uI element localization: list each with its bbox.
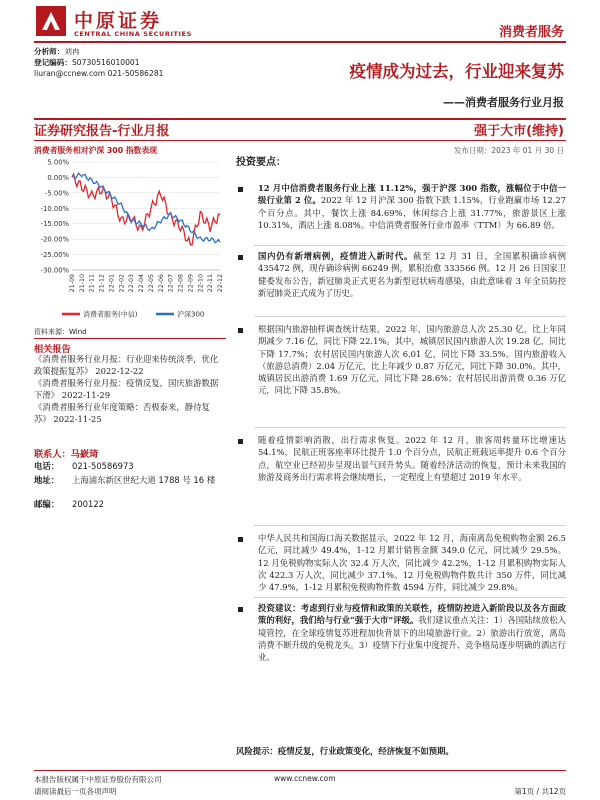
series-line-2: [72, 173, 220, 243]
email-phone: liuran@ccnew.com 021-50586281: [34, 69, 164, 78]
related-report-1: 《消费者服务行业月报：行业迎来传统淡季，优化政策提振复苏》 2022-12-22: [34, 354, 219, 376]
banner-bottom-line: [34, 140, 566, 141]
report-subtitle: ——消费者服务行业月报: [443, 96, 564, 109]
x-tick-label: 22-10: [197, 274, 205, 293]
y-tick-label: -5.00%: [44, 189, 69, 198]
chart-title: 消费者服务相对沪深 300 指数表现: [34, 146, 158, 155]
y-tick-label: 5.00%: [47, 158, 69, 167]
separator: [254, 316, 566, 317]
related-reports-title: 相关报告: [34, 344, 71, 355]
reg-line: 登记编码：S0730516010001: [34, 58, 140, 67]
y-tick-label: 0.00%: [47, 173, 69, 182]
contact-row: 联系人：马嶔琦: [34, 449, 99, 460]
bullet-icon: [238, 255, 243, 260]
y-tick-label: -15.00%: [40, 220, 69, 229]
left-divider: [34, 338, 226, 339]
bullet-icon: [238, 328, 243, 333]
bullet-icon: [238, 439, 243, 444]
key-points-title: 投资要点：: [236, 157, 286, 168]
publish-date: 发布日期：2023 年 01 月 30 日: [453, 146, 564, 155]
legend-label: 消费者服务(中信): [83, 310, 138, 319]
key-point-3: 根据国内旅游抽样调查统计结果，2022 年，国内旅游总人次 25.30 亿，比上年同期减少 7.16 亿，同比下降 22.1%。其中，城镇居民国内旅游人次 19.28 亿，同比下降 17.7%；农村居民国内旅游人次 6.01 亿，同比下降 33.5%。国内旅游收入（旅游总消费）2.04 万亿元，比上年减少 0.87 万亿元，同比下降 30.0%。其中，城镇居民出游消费 1.69 万亿元，同比下降 28.6%；农村居民出游消费 0.36 万亿元，同比下降 35.8%。: [238, 323, 566, 397]
y-tick-label: -25.00%: [40, 251, 69, 260]
rating: 强于大市(维持): [474, 124, 564, 139]
bullet-icon: [238, 607, 243, 612]
bullet-icon: [238, 187, 243, 192]
x-tick-label: 22-03: [128, 274, 136, 293]
y-tick-label: -20.00%: [40, 235, 69, 244]
contact-name: 马嶔琦: [70, 449, 99, 460]
legend-label: 沪深300: [177, 310, 205, 319]
x-tick-label: 21-09: [69, 274, 76, 293]
footer-copyright: 本报告版权属于中原证券股份有限公司: [34, 775, 162, 784]
key-point-6: 投资建议：考虑到行业与疫情和政策的关联性，疫情防控进入新阶段以及各方面政策的利好，我们给与行业“强于大市”评级。我们建议重点关注：1）各国陆续放松入境管控，在全球疫情复苏进程加快背景下的出境旅游行业。2）旅游出行放宽，离岛消费不断升级的免税龙头。3）疫情下行业集中度提升、竞争格局逐步明确的酒店行业。: [238, 602, 566, 663]
x-tick-label: 22-05: [147, 274, 155, 293]
phone-row: 电话： 021-50586973: [34, 461, 134, 471]
y-tick-label: -10.00%: [40, 204, 69, 213]
x-tick-label: 22-12: [217, 274, 224, 293]
x-tick-label: 22-06: [157, 274, 165, 293]
brand-name: 中原证券: [74, 10, 163, 32]
footer-divider: [34, 770, 566, 771]
x-tick-label: 22-08: [177, 274, 185, 293]
footer-page: 第1页 / 共12页: [514, 787, 566, 796]
x-tick-label: 22-01: [108, 274, 116, 293]
report-title: 疫情成为过去，行业迎来复苏: [349, 62, 564, 81]
performance-chart: [30, 154, 226, 322]
separator: [254, 427, 566, 428]
footer-disclaimer: 请阅读最后一页各项声明: [34, 787, 117, 796]
x-tick-label: 21-12: [98, 274, 106, 293]
report-type: 证券研究报告-行业月报: [34, 124, 170, 139]
series-line-1: [72, 174, 220, 245]
key-point-4: 随着疫情影响消散，出行需求恢复。2022 年 12 月，旅客周转量环比增速达 54.1%，民航正班客座率环比提升 1.0 个百分点，民航正班载运率提升 0.6 个百分点，航空业已经初步呈现出景气回升势头。随着经济活动的恢复，预计未来我国的旅游及商务出行需求将会继续增长，一定程度上有望超过 2019 年水平。: [238, 434, 566, 483]
y-tick-label: -30.00%: [40, 266, 69, 275]
separator: [254, 525, 566, 526]
related-report-2: 《消费者服务行业月报：疫情反复，国庆旅游数据下滑》 2022-11-29: [34, 378, 219, 400]
key-point-1: 12 月中信消费者服务行业上涨 11.12%，强于沪深 300 指数，涨幅位于中信一级行业第 2 位。2022 年 12 月沪深 300 指数下跌 1.15%，行业跑赢市场 12.27 个百分点。其中，餐饮上涨 84.69%，休闲综合上涨 31.77%，旅游景区上涨 10.31%，酒店上涨 8.08%。中信消费者服务行业市盈率（TTM）为 66.89 倍。: [238, 182, 566, 231]
footer-site: www.ccnew.com: [274, 774, 336, 783]
key-point-5: 中华人民共和国海口海关数据显示，2022 年 12 月，海南离岛免税购物金额 26.5 亿元，同比减少 49.4%，1-12 月累计销售金额 349.0 亿元，同比减少 29.5%。12 月免税购物实际人次 32.4 万人次，同比减少 42.2%，1-12 月累积购物实际人次 422.3 万人次，同比减少 37.1%。12 月免税购物件数共计 350 万件，同比减少 47.9%，1-12 月累积免税购物件数 4594 万件，同比减少 29.8%。: [238, 532, 566, 593]
brand-name-en: CENTRAL CHINA SECURITIES: [74, 30, 192, 38]
key-point-2: 国内仍有新增病例，疫情进入新时代。截至 12 月 31 日，全国累积确诊病例 435472 例，现存确诊病例 66249 例，累积治愈 333566 例。12 月 26 日国家卫健委发布公告，新冠肺炎正式更名为新型冠状病毒感染，由此意味着 3 年全员防控新冠肺炎正式成为了历史。: [238, 250, 566, 299]
x-tick-label: 22-02: [118, 274, 126, 293]
logo-icon: [36, 6, 66, 36]
analyst-line: 分析师：刘冉: [34, 47, 80, 56]
address-row: 地址： 上海浦东新区世纪大道 1788 号 16 楼: [34, 475, 216, 485]
separator: [254, 597, 566, 598]
x-tick-label: 21-10: [78, 274, 86, 293]
sector-label: 消费者服务: [498, 25, 564, 40]
x-tick-label: 22-09: [187, 274, 195, 293]
x-tick-label: 22-11: [207, 274, 215, 293]
footer: [34, 774, 566, 798]
separator: [254, 245, 566, 246]
x-tick-label: 21-11: [88, 274, 96, 293]
bullet-icon: [238, 537, 243, 542]
risk-warning: 风险提示：疫情反复，行业政策变化，经济恢复不如预期。: [236, 746, 454, 756]
chart-source: 资料来源：Wind: [34, 328, 87, 336]
x-tick-label: 22-04: [138, 274, 146, 293]
postcode-row: 邮编： 200122: [34, 499, 104, 509]
x-tick-label: 22-07: [167, 274, 175, 293]
header-divider: [34, 41, 566, 43]
related-report-3: 《消费者服务行业年度策略：否极泰来，静待复苏》 2022-11-25: [34, 402, 210, 424]
